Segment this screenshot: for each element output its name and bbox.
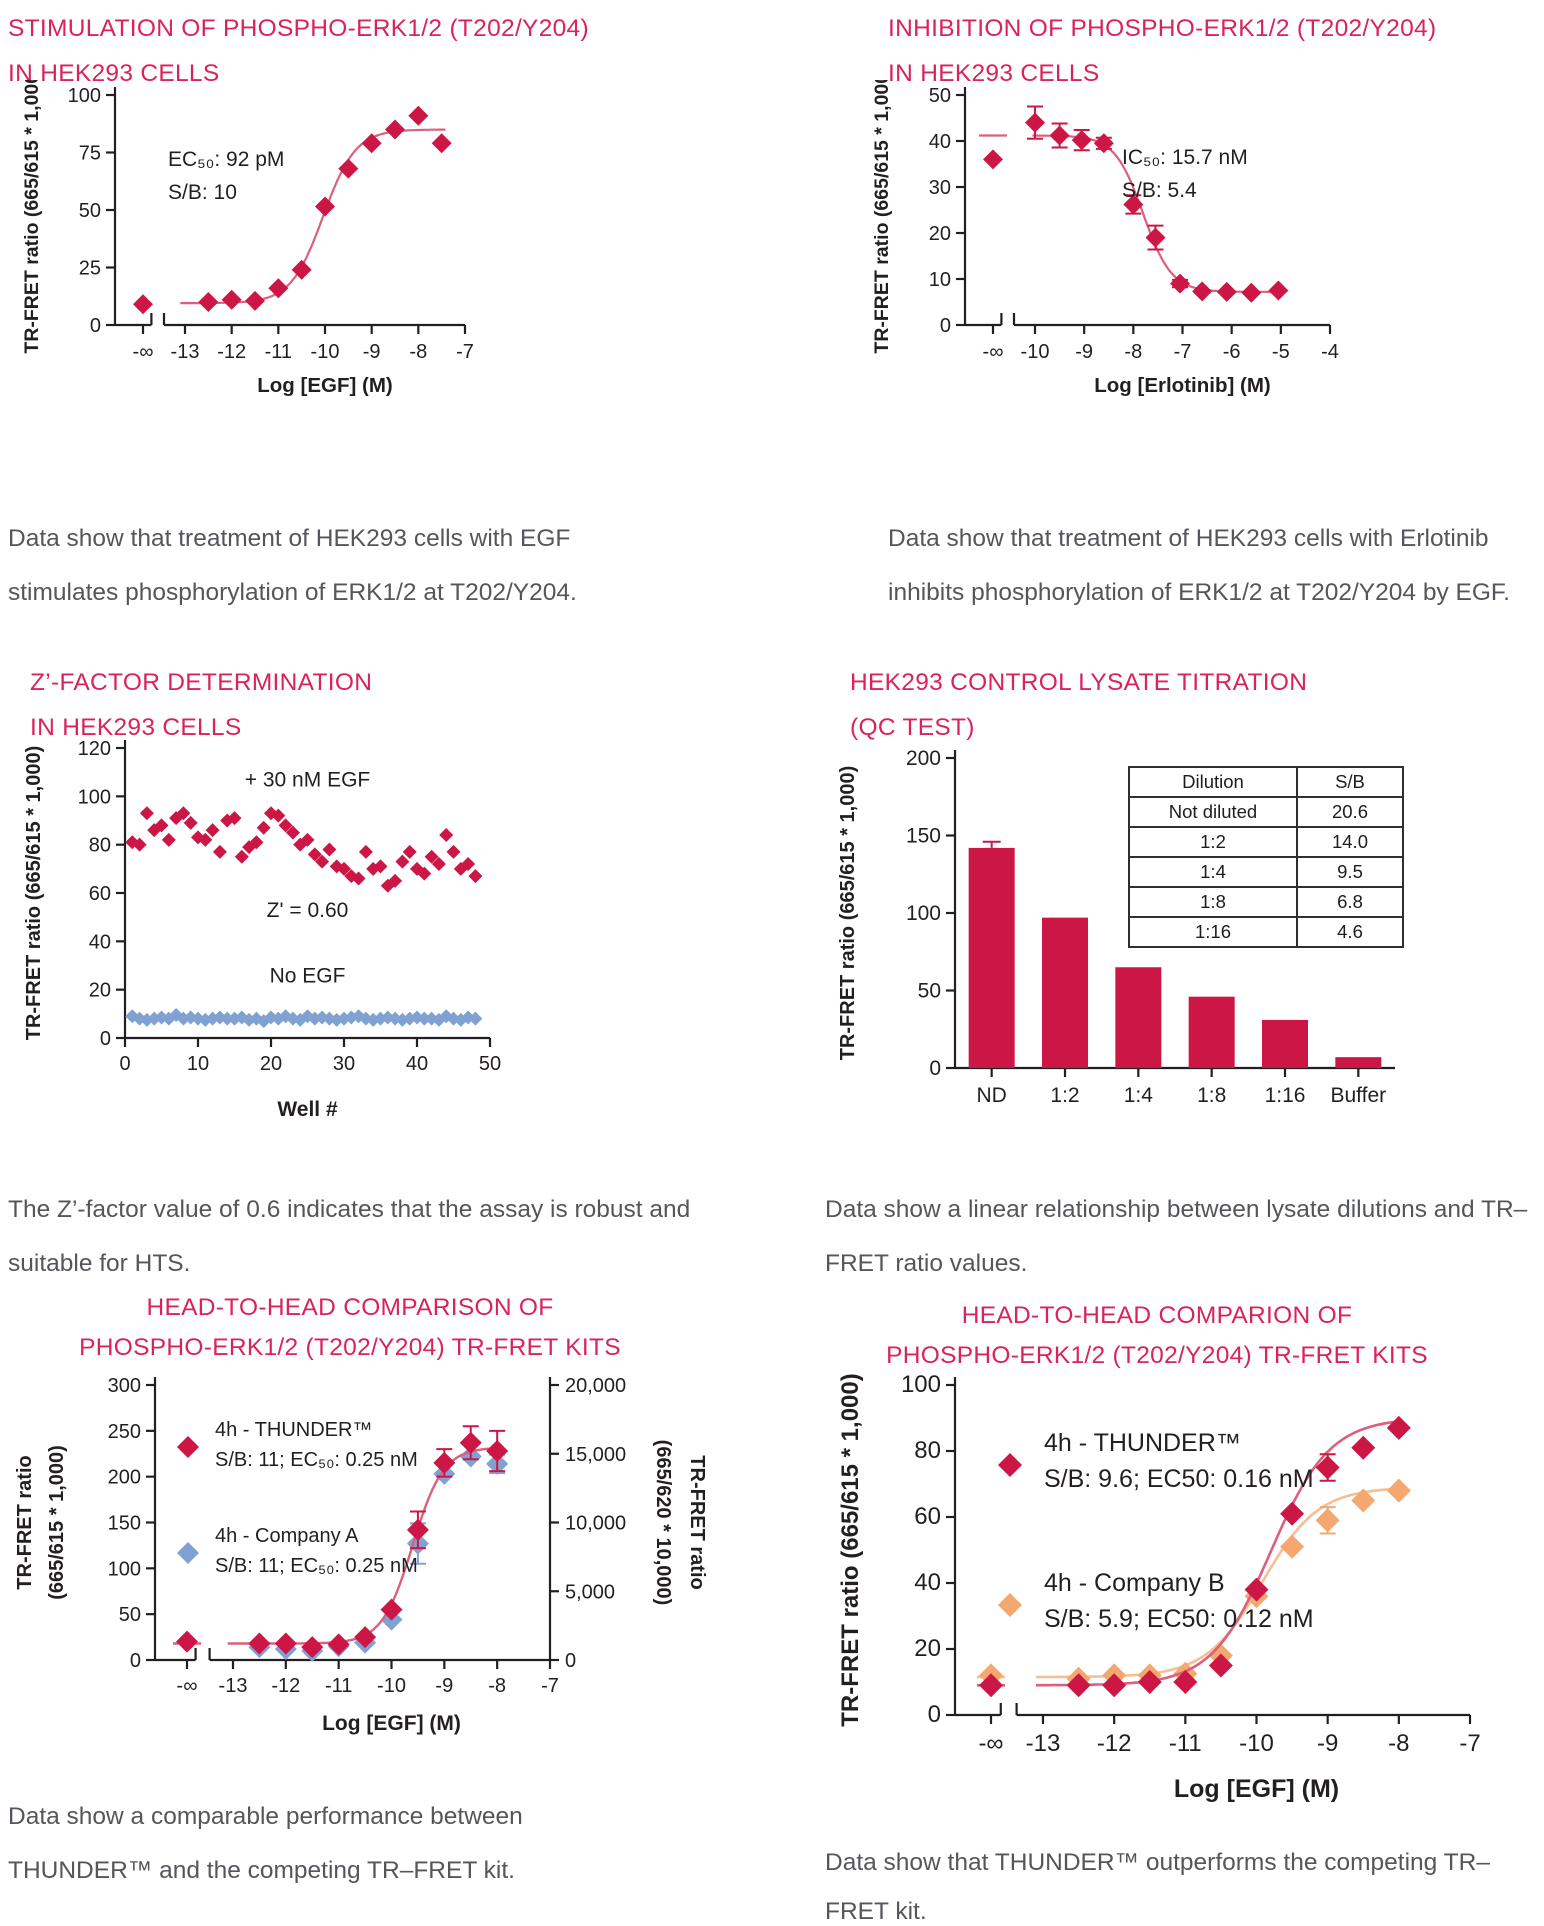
titration-title-line1: HEK293 CONTROL LYSATE TITRATION xyxy=(850,669,1308,696)
svg-text:(665/620 * 10,000): (665/620 * 10,000) xyxy=(652,1439,674,1606)
svg-text:-11: -11 xyxy=(324,1675,353,1697)
svg-text:-10: -10 xyxy=(310,341,340,363)
svg-text:50: 50 xyxy=(928,85,951,107)
svg-text:15,000: 15,000 xyxy=(565,1443,627,1466)
svg-text:Log [Erlotinib] (M): Log [Erlotinib] (M) xyxy=(1094,374,1271,397)
svg-text:-7: -7 xyxy=(1173,341,1192,363)
svg-text:-11: -11 xyxy=(1168,1730,1202,1757)
svg-text:60: 60 xyxy=(88,883,111,905)
svg-text:150: 150 xyxy=(905,824,941,848)
svg-text:0: 0 xyxy=(129,1650,141,1672)
qc-table-cell: Not diluted xyxy=(1129,797,1297,827)
svg-text:EC₅₀: 92 pM: EC₅₀: 92 pM xyxy=(168,148,285,171)
svg-text:TR-FRET ratio: TR-FRET ratio xyxy=(14,1455,36,1590)
qc-table xyxy=(1128,766,1404,948)
titration-title-line2: (QC TEST) xyxy=(850,714,975,742)
chart-stim-svg xyxy=(10,80,630,410)
svg-text:1:16: 1:16 xyxy=(1264,1084,1306,1107)
svg-text:S/B: 10: S/B: 10 xyxy=(168,181,237,204)
qc-table-cell: 1:8 xyxy=(1129,887,1297,917)
svg-text:0: 0 xyxy=(565,1650,577,1672)
qc-dilution-table xyxy=(1128,766,1404,948)
svg-text:20,000: 20,000 xyxy=(565,1375,627,1397)
svg-text:Log [EGF] (M): Log [EGF] (M) xyxy=(257,374,393,397)
inhibition-title-line2: IN HEK293 CELLS xyxy=(888,60,1100,88)
stimulation-caption: Data show that treatment of HEK293 cells with EGF stimulates phosphorylation of ERK1/2 at T202/Y204. xyxy=(8,525,577,606)
titration-caption: Data show a linear relationship between lysate dilutions and TR–FRET ratio values. xyxy=(825,1196,1528,1277)
svg-text:-8: -8 xyxy=(488,1675,507,1697)
svg-text:20: 20 xyxy=(259,1053,283,1075)
svg-text:S/B: 11; EC₅₀: 0.25 nM: S/B: 11; EC₅₀: 0.25 nM xyxy=(215,1449,418,1471)
svg-text:75: 75 xyxy=(78,142,101,165)
svg-text:-8: -8 xyxy=(1124,341,1143,363)
qc-table-cell: 1:16 xyxy=(1129,917,1297,947)
svg-text:25: 25 xyxy=(78,257,101,280)
svg-text:0: 0 xyxy=(929,1057,941,1080)
svg-text:TR-FRET ratio (665/615 * 1,000: TR-FRET ratio (665/615 * 1,000) xyxy=(23,745,45,1041)
svg-text:-7: -7 xyxy=(1459,1730,1481,1757)
svg-text:Log [EGF] (M): Log [EGF] (M) xyxy=(1173,1775,1340,1803)
svg-text:100: 100 xyxy=(905,902,941,925)
inhibition-caption: Data show that treatment of HEK293 cells with Erlotinib inhibits phosphorylation of ERK1/2 at T202/Y204 by EGF. xyxy=(888,525,1510,606)
svg-text:0: 0 xyxy=(927,1701,941,1728)
svg-text:S/B: 5.4: S/B: 5.4 xyxy=(1122,179,1197,202)
svg-text:-13: -13 xyxy=(170,341,200,363)
svg-text:-9: -9 xyxy=(362,341,381,363)
chart-inhib-svg xyxy=(860,80,1500,410)
svg-text:-∞: -∞ xyxy=(982,341,1004,363)
chart-zfactor-svg xyxy=(10,728,660,1158)
h2h-a-title xyxy=(60,1288,640,1367)
svg-text:100: 100 xyxy=(107,1558,141,1581)
svg-text:40: 40 xyxy=(88,931,111,954)
svg-text:10: 10 xyxy=(928,269,951,291)
svg-text:TR-FRET ratio (665/615 * 1,000: TR-FRET ratio (665/615 * 1,000) xyxy=(837,765,859,1061)
stimulation-chart xyxy=(10,80,630,410)
qc-table-header-cell: S/B xyxy=(1297,767,1403,797)
qc-table-cell: 6.8 xyxy=(1297,887,1403,917)
svg-text:Log [EGF] (M): Log [EGF] (M) xyxy=(322,1712,461,1735)
svg-text:40: 40 xyxy=(405,1053,429,1075)
inhibition-title-line1: INHIBITION OF PHOSPHO-ERK1/2 (T202/Y204) xyxy=(888,15,1437,42)
svg-text:-13: -13 xyxy=(218,1675,248,1697)
svg-text:0: 0 xyxy=(99,1028,111,1050)
svg-text:-7: -7 xyxy=(541,1675,559,1697)
svg-text:TR-FRET ratio (665/615 * 1,000: TR-FRET ratio (665/615 * 1,000) xyxy=(21,80,43,354)
svg-text:-6: -6 xyxy=(1222,341,1241,363)
svg-text:50: 50 xyxy=(78,200,101,222)
svg-text:Z' = 0.60: Z' = 0.60 xyxy=(266,899,349,923)
svg-text:-10: -10 xyxy=(1239,1730,1274,1757)
svg-text:-∞: -∞ xyxy=(978,1730,1004,1757)
svg-text:-5: -5 xyxy=(1271,341,1290,363)
chart-h2h-a-svg xyxy=(5,1360,735,1780)
svg-text:No EGF: No EGF xyxy=(269,964,346,988)
svg-text:-10: -10 xyxy=(377,1675,406,1697)
qc-table-cell: 14.0 xyxy=(1297,827,1403,857)
h2h-a-title-line1: HEAD-TO-HEAD COMPARISON OF xyxy=(146,1294,554,1321)
svg-text:4h - Company B: 4h - Company B xyxy=(1044,1569,1225,1597)
svg-text:-10: -10 xyxy=(1020,341,1050,363)
svg-text:1:2: 1:2 xyxy=(1050,1084,1080,1107)
stimulation-title-line2: IN HEK293 CELLS xyxy=(8,60,220,88)
svg-text:0: 0 xyxy=(119,1053,131,1075)
svg-text:20: 20 xyxy=(928,223,951,245)
svg-text:10: 10 xyxy=(186,1053,210,1075)
svg-text:1:8: 1:8 xyxy=(1197,1084,1227,1107)
svg-text:(665/615 * 1,000): (665/615 * 1,000) xyxy=(46,1445,68,1600)
svg-text:120: 120 xyxy=(77,738,111,760)
h2h-b-chart xyxy=(770,1355,1544,1830)
h2h-b-title-line1: HEAD-TO-HEAD COMPARION OF xyxy=(961,1302,1353,1329)
svg-text:-12: -12 xyxy=(1096,1730,1132,1757)
svg-text:5,000: 5,000 xyxy=(565,1581,616,1604)
h2h-a-title-line2: PHOSPHO-ERK1/2 (T202/Y204) TR-FRET KITS xyxy=(79,1333,621,1361)
svg-text:20: 20 xyxy=(88,979,111,1002)
h2h-b-caption: Data show that THUNDER™ outperforms the competing TR–FRET kit. xyxy=(825,1849,1490,1925)
svg-text:80: 80 xyxy=(914,1437,941,1464)
svg-text:30: 30 xyxy=(928,177,951,199)
svg-text:-4: -4 xyxy=(1321,341,1339,363)
qc-table-cell: 20.6 xyxy=(1297,797,1403,827)
h2h-b-title-line2: PHOSPHO-ERK1/2 (T202/Y204) TR-FRET KITS xyxy=(886,1341,1428,1369)
svg-text:200: 200 xyxy=(107,1466,141,1489)
svg-text:20: 20 xyxy=(914,1635,941,1662)
svg-text:TR-FRET ratio: TR-FRET ratio xyxy=(686,1455,708,1590)
svg-text:-7: -7 xyxy=(456,341,474,363)
svg-text:80: 80 xyxy=(88,834,111,857)
zfactor-title-line1: Z’-FACTOR DETERMINATION xyxy=(30,669,373,696)
svg-text:100: 100 xyxy=(77,786,111,809)
svg-text:-12: -12 xyxy=(271,1675,301,1697)
chart-h2h-b-svg xyxy=(770,1355,1544,1830)
qc-table-cell: 4.6 xyxy=(1297,917,1403,947)
svg-text:Buffer: Buffer xyxy=(1330,1084,1387,1107)
svg-text:10,000: 10,000 xyxy=(565,1512,627,1535)
qc-table-cell: 9.5 xyxy=(1297,857,1403,887)
svg-text:TR-FRET ratio (665/615 * 1,000: TR-FRET ratio (665/615 * 1,000) xyxy=(871,80,893,354)
inhibition-chart xyxy=(860,80,1500,410)
svg-text:100: 100 xyxy=(900,1371,941,1398)
svg-text:50: 50 xyxy=(478,1053,502,1075)
svg-text:-8: -8 xyxy=(409,341,428,363)
svg-text:0: 0 xyxy=(939,315,951,337)
qc-table-header-cell: Dilution xyxy=(1129,767,1297,797)
svg-text:-11: -11 xyxy=(264,341,293,363)
qc-table-cell: 1:4 xyxy=(1129,857,1297,887)
svg-text:100: 100 xyxy=(67,85,101,107)
svg-text:TR-FRET ratio (665/615 * 1,000: TR-FRET ratio (665/615 * 1,000) xyxy=(837,1373,864,1727)
h2h-a-caption: Data show a comparable performance between THUNDER™ and the competing TR–FRET kit. xyxy=(8,1803,523,1884)
qc-table-cell: 1:2 xyxy=(1129,827,1297,857)
zfactor-title-line2: IN HEK293 CELLS xyxy=(30,714,242,742)
svg-text:S/B: 5.9; EC50: 0.12 nM: S/B: 5.9; EC50: 0.12 nM xyxy=(1044,1605,1314,1633)
svg-text:-9: -9 xyxy=(1075,341,1094,363)
svg-text:-8: -8 xyxy=(1388,1730,1410,1757)
svg-text:40: 40 xyxy=(914,1569,941,1596)
svg-text:150: 150 xyxy=(107,1512,141,1535)
svg-text:-13: -13 xyxy=(1025,1730,1061,1757)
h2h-a-chart xyxy=(5,1360,735,1780)
svg-text:50: 50 xyxy=(917,979,941,1003)
svg-text:40: 40 xyxy=(928,131,951,153)
svg-text:250: 250 xyxy=(107,1420,141,1443)
zfactor-chart xyxy=(10,728,660,1158)
svg-text:0: 0 xyxy=(89,315,101,337)
svg-text:300: 300 xyxy=(107,1375,141,1397)
svg-text:-∞: -∞ xyxy=(132,341,154,363)
svg-text:4h - THUNDER™: 4h - THUNDER™ xyxy=(1044,1429,1241,1457)
svg-text:-9: -9 xyxy=(1316,1730,1339,1757)
svg-text:60: 60 xyxy=(914,1503,941,1530)
svg-text:IC₅₀: 15.7 nM: IC₅₀: 15.7 nM xyxy=(1122,146,1248,169)
zfactor-caption: The Z’-factor value of 0.6 indicates that the assay is robust and suitable for HTS. xyxy=(8,1196,691,1277)
svg-text:ND: ND xyxy=(976,1084,1007,1107)
svg-text:30: 30 xyxy=(332,1053,356,1075)
svg-text:+ 30 nM EGF: + 30 nM EGF xyxy=(244,768,371,792)
svg-text:Well #: Well # xyxy=(277,1098,338,1121)
svg-text:1:4: 1:4 xyxy=(1123,1084,1153,1107)
svg-text:-12: -12 xyxy=(217,341,247,363)
svg-text:50: 50 xyxy=(118,1604,141,1627)
svg-text:4h - Company A: 4h - Company A xyxy=(215,1525,359,1547)
svg-text:S/B: 11; EC₅₀: 0.25 nM: S/B: 11; EC₅₀: 0.25 nM xyxy=(215,1555,418,1577)
svg-text:200: 200 xyxy=(905,747,941,770)
svg-text:4h - THUNDER™: 4h - THUNDER™ xyxy=(215,1419,373,1441)
svg-text:S/B: 9.6; EC50: 0.16 nM: S/B: 9.6; EC50: 0.16 nM xyxy=(1044,1465,1314,1493)
svg-text:-9: -9 xyxy=(435,1675,454,1697)
stimulation-title-line1: STIMULATION OF PHOSPHO-ERK1/2 (T202/Y204) xyxy=(8,15,589,42)
svg-text:-∞: -∞ xyxy=(176,1675,198,1697)
